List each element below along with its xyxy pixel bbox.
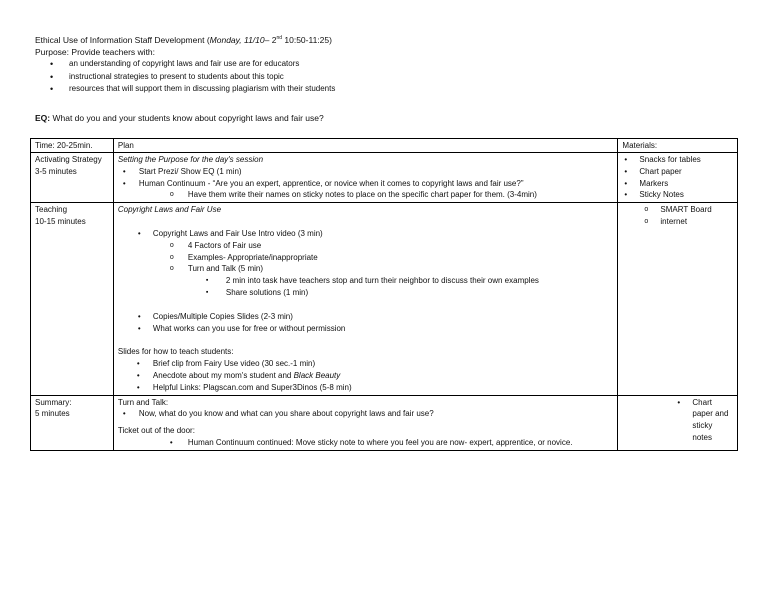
- lesson-plan-table: [30, 138, 738, 451]
- goals-list: [50, 58, 335, 96]
- teaching-row: [31, 203, 738, 395]
- document-title: Ethical Use of Information Staff Development (Monday, 11/10– 2nd 10:50-11:25): [35, 35, 332, 45]
- summary-plan-cell: Turn and Talk: • Now, what do you know and what can you share about copyright laws and fair use? Ticket out of the door: • Human Continuum continued: Move sticky note to where you feel you are now- expert, apprentice, or novice.: [113, 395, 618, 450]
- activating-time-cell: Activating Strategy 3-5 minutes: [31, 153, 114, 203]
- goal-item: • instructional strategies to present to students about this topic: [50, 71, 335, 84]
- teaching-materials-cell: o SMART Board o internet: [618, 203, 738, 395]
- goal-item: • resources that will support them in discussing plagiarism with their students: [50, 83, 335, 96]
- essential-question: EQ: What do you and your students know about copyright laws and fair use?: [35, 113, 324, 123]
- activating-bullets: • Start Prezi/ Show EQ (1 min) • Human Continuum - “Are you an expert, apprentice, or novice when it comes to copyright laws and fair use?”: [118, 166, 614, 190]
- teaching-time-cell: Teaching 10-15 minutes: [31, 203, 114, 395]
- time-header: Time: 20-25min.: [31, 139, 114, 153]
- goal-item: • an understanding of copyright laws and fair use are for educators: [50, 58, 335, 71]
- purpose-line: Purpose: Provide teachers with:: [35, 47, 156, 57]
- summary-materials-cell: • Chart paper and sticky notes: [618, 395, 738, 450]
- plan-header: Plan: [113, 139, 618, 153]
- teaching-plan-cell: Copyright Laws and Fair Use • Copyright Laws and Fair Use Intro video (3 min) o 4 Factors of Fair use o Examples- Appropriate/inappropriate o Turn and Talk (5 min) ▪ 2 min into task have teachers stop and turn their neighbor to discuss their own examples ▪ Share solutions (1 min) • Copies/Multiple Copies Slides (2-3 min) • What works can you use for free or without permission Slides for how to teach students: • Brief clip from Fairy Use video (30 sec.-1 min) • Anecdote about my mom's student and Black Beauty • Helpful Links: Plagscan.com and Super3Dinos (5-8 min): [113, 203, 618, 395]
- activating-plan-cell: Setting the Purpose for the day's session • Start Prezi/ Show EQ (1 min) • Human Continuum - “Are you an expert, apprentice, or novice when it comes to copyright laws and fair use?” o Have them write their names on sticky notes to place on the specific chart paper for them. (3-4min): [113, 153, 618, 203]
- title-date: Monday, 11/10: [209, 35, 265, 45]
- table-header-row: [31, 139, 738, 153]
- activating-materials-cell: • Snacks for tables • Chart paper • Markers • Sticky Notes: [618, 153, 738, 203]
- activating-row: [31, 153, 738, 203]
- materials-header: Materials:: [618, 139, 738, 153]
- summary-time-cell: Summary: 5 minutes: [31, 395, 114, 450]
- summary-row: [31, 395, 738, 450]
